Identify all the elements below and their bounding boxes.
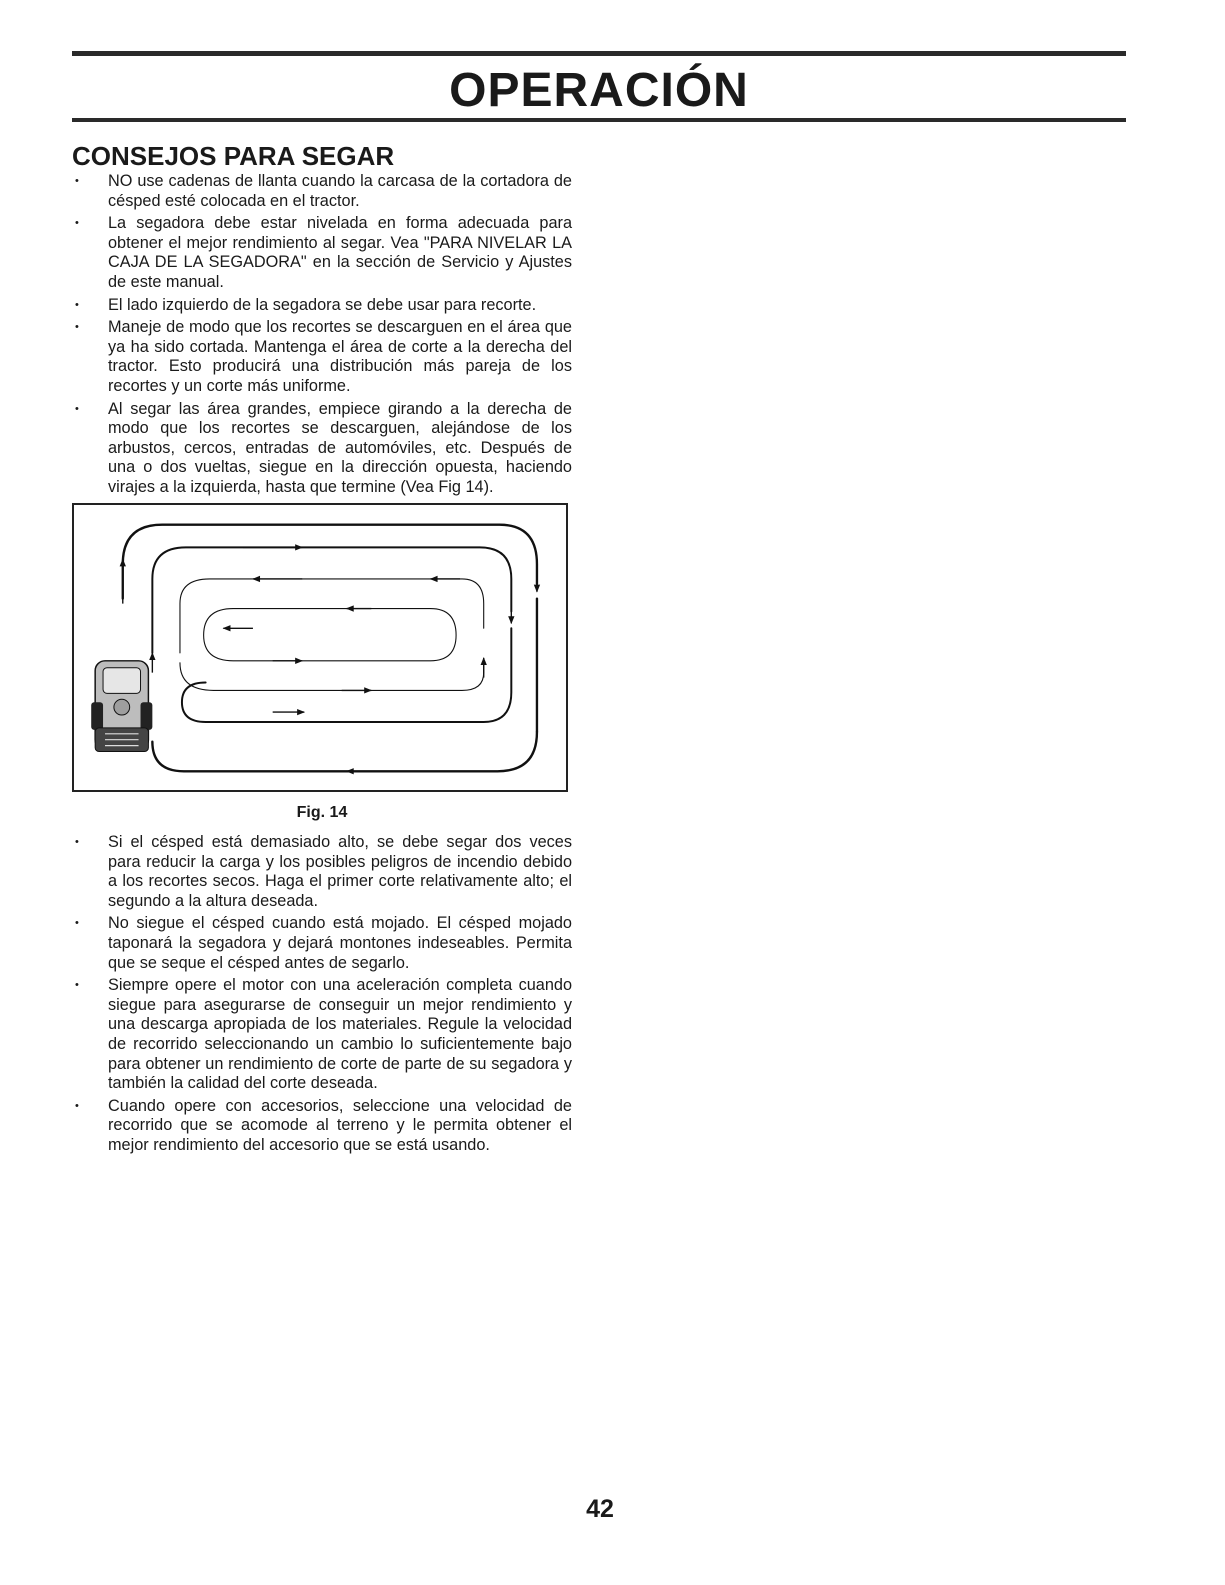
mowing-tips-list-top [72, 172, 572, 501]
mowing-pattern-diagram [74, 505, 566, 790]
second-path [152, 547, 511, 653]
list-item: • Siempre opere el motor con una aceleración completa cuando siegue para asegurarse de conseguir un mejor rendimiento y una descarga apropiada de los materiales. Regule la velocidad de recorrido seleccionando un cambio lo suficientemente bajo para obtener un rendimiento de corte de parte de su segadora y también la calidad del corte deseada. [72, 976, 572, 1094]
list-item: • Maneje de modo que los recortes se descarguen en el área que ya ha sido cortada. Mantenga el área de corte a la derecha del tractor. Esto producirá una distribución más pareja de los recortes y un corte más uniforme. [72, 318, 572, 396]
list-item: • El lado izquierdo de la segadora se debe usar para recorte. [72, 296, 572, 316]
outer-path-bottom [152, 732, 537, 771]
top-rule [72, 51, 1126, 56]
list-item: • La segadora debe estar nivelada en forma adecuada para obtener el mejor rendimiento al segar. Vea "PARA NIVELAR LA CAJA DE LA SEGADORA" en la sección de Servicio y Ajustes de este manual. [72, 214, 572, 292]
figure-caption: Fig. 14 [296, 804, 348, 821]
second-path-right [182, 628, 511, 722]
page-title: OPERACIÓN [449, 64, 749, 117]
list-item: • NO use cadenas de llanta cuando la carcasa de la cortadora de césped esté colocada en el tractor. [72, 172, 572, 211]
title-underline-rule [72, 118, 1126, 122]
inner-path [204, 609, 456, 661]
section-heading: CONSEJOS PARA SEGAR [72, 141, 395, 171]
list-item: • Al segar las área grandes, empiece girando a la derecha de modo que los recortes se descarguen, alejándose de los arbustos, cercos, entradas de automóviles, etc. Después de una o dos vueltas, siegue en la dirección opuesta, haciendo virajes a la izquierda, hasta que termine (Vea Fig 14). [72, 400, 572, 498]
list-item: • No siegue el césped cuando está mojado. El césped mojado taponará la segadora y dejará montones indeseables. Permita que se seque el césped antes de segarlo. [72, 914, 572, 973]
mowing-pattern-figure [72, 503, 568, 792]
lawn-tractor-icon [91, 661, 152, 752]
list-item: • Cuando opere con accesorios, seleccione una velocidad de recorrido que se acomode al terreno y le permita obtener el mejor rendimiento del accesorio que se está usando. [72, 1097, 572, 1156]
third-path-bottom [180, 663, 484, 691]
mowing-tips-list-bottom [72, 833, 572, 1159]
list-item: • Si el césped está demasiado alto, se debe segar dos veces para reducir la carga y los posibles peligros de incendio debido a los recortes secos. Haga el primer corte relativamente alto; el segundo a la altura deseada. [72, 833, 572, 911]
page-number: 42 [586, 1495, 614, 1523]
third-path [180, 579, 484, 653]
